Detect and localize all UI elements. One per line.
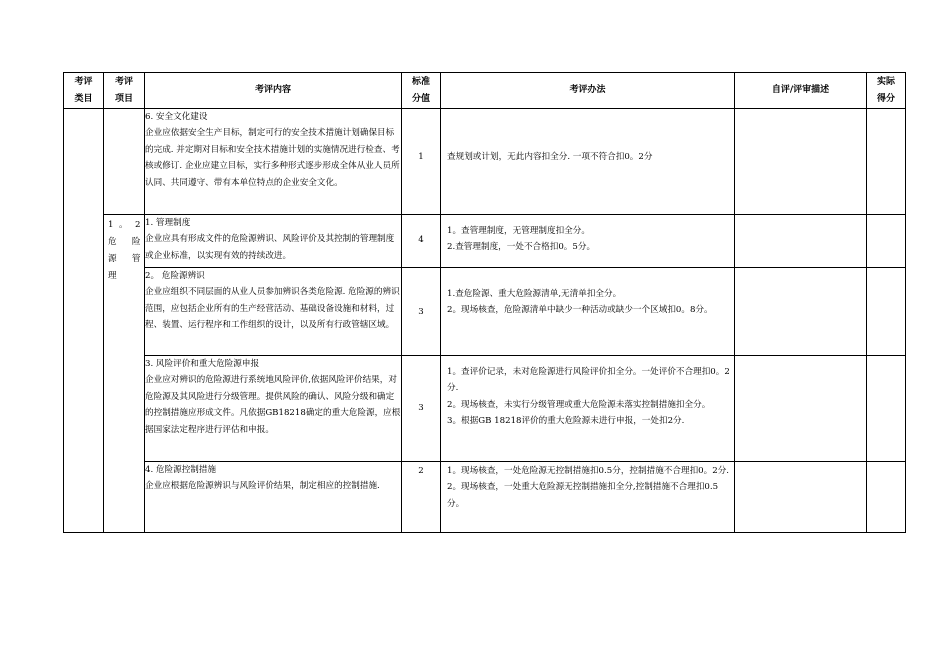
content-cell xyxy=(145,109,402,215)
header-self-assessment: 自评/评审描述 xyxy=(735,73,867,109)
content-body: 企业应对辨识的危险源进行系统地风险评价,依据风险评价结果，对危险源及其风险进行分级管理。提供风险的确认、风险分级和确定的控制措施应形成文件。凡依据GB18218确定的重大危险源，应根据国家法定程序进行评估和申报。 xyxy=(145,375,401,435)
content-cell xyxy=(145,268,402,356)
actual-score-cell xyxy=(867,356,906,462)
actual-score-cell xyxy=(867,215,906,268)
content-body: 企业应具有形成文件的危险源辨识、风险评价及其控制的管理制度或企业标准，以实现有效的持续改进。 xyxy=(145,234,395,261)
self-assessment-cell xyxy=(735,356,867,462)
content-cell xyxy=(145,462,402,533)
table-row xyxy=(64,462,906,533)
method-cell: 查规划或计划，无此内容扣全分. 一项不符合扣0。2分 xyxy=(441,109,735,215)
content-body: 企业应根据危险源辨识与风险评价结果，制定相应的控制措施. xyxy=(145,481,380,492)
method-cell: 1。查管理制度，无管理制度扣全分。 2.查管理制度，一处不合格扣0。5分。 xyxy=(441,215,735,268)
header-actual-score: 实际 得分 xyxy=(867,73,906,109)
content-body: 企业应组织不同层面的从业人员参加辨识各类危险源. 危险源的辨识范围，应包括企业所有的生产经营活动、基础设备设施和材料，过程、装置、运行程序和工作组织的设计，以及所有行政管辖区域。 xyxy=(145,287,400,331)
self-assessment-cell xyxy=(735,215,867,268)
actual-score-cell xyxy=(867,268,906,356)
table-row xyxy=(64,215,906,268)
content-title: 2。 危险源辨识 xyxy=(145,271,205,281)
content-cell xyxy=(145,215,402,268)
method-cell: 1。现场核查，一处危险源无控制措施扣0.5分，控制措施不合理扣0。2分. 2。现场核查，一处重大危险源无控制措施扣全分,控制措施不合理扣0.5分。 xyxy=(441,462,735,533)
item-hazard-management: 1 。 2 危 险 源 管 理 xyxy=(104,215,145,533)
content-title: 4. 危险源控制措施 xyxy=(145,465,217,475)
actual-score-cell xyxy=(867,462,906,533)
actual-score-cell xyxy=(867,109,906,215)
score-cell: 1 xyxy=(402,109,441,215)
self-assessment-cell xyxy=(735,109,867,215)
content-body: 企业应依据安全生产目标，制定可行的安全技术措施计划确保目标的完成. 并定期对目标和安全技术措施计划的实施情况进行检查、考核或修订. 企业应建立目标，实行多种形式逐步形成全体从业人员所认同、共同遵守、带有本单位特点的企业安全文化。 xyxy=(145,128,400,188)
header-category: 考评 类目 xyxy=(64,73,104,109)
self-assessment-cell xyxy=(735,268,867,356)
header-method: 考评办法 xyxy=(441,73,735,109)
method-cell: 1。查评价记录，未对危险源进行风险评价扣全分。一处评价不合理扣0。2分. 2。现场核查，未实行分级管理或重大危险源未落实控制措施扣全分。 3。根据GB 18218评价的重大危险源未进行申报，一处扣2分. xyxy=(441,356,735,462)
self-assessment-cell xyxy=(735,462,867,533)
content-title: 6. 安全文化建设 xyxy=(145,112,208,122)
table-row xyxy=(64,109,906,215)
header-content: 考评内容 xyxy=(145,73,402,109)
table-row xyxy=(64,356,906,462)
content-title: 3. 风险评价和重大危险源申报 xyxy=(145,359,260,369)
score-cell: 4 xyxy=(402,215,441,268)
score-cell: 3 xyxy=(402,356,441,462)
table-header-row xyxy=(64,73,906,109)
table-row xyxy=(64,268,906,356)
category-cell xyxy=(64,109,104,533)
evaluation-table xyxy=(63,72,906,533)
method-cell: 1.查危险源、重大危险源清单,无清单扣全分。 2。现场核查，危险源清单中缺少一种活动或缺少一个区域扣0。8分。 xyxy=(441,268,735,356)
content-title: 1. 管理制度 xyxy=(145,218,191,228)
content-cell xyxy=(145,356,402,462)
score-cell: 3 xyxy=(402,268,441,356)
item-cell xyxy=(104,109,145,215)
header-standard-score: 标准 分值 xyxy=(402,73,441,109)
score-cell: 2 xyxy=(402,462,441,533)
header-item: 考评 项目 xyxy=(104,73,145,109)
